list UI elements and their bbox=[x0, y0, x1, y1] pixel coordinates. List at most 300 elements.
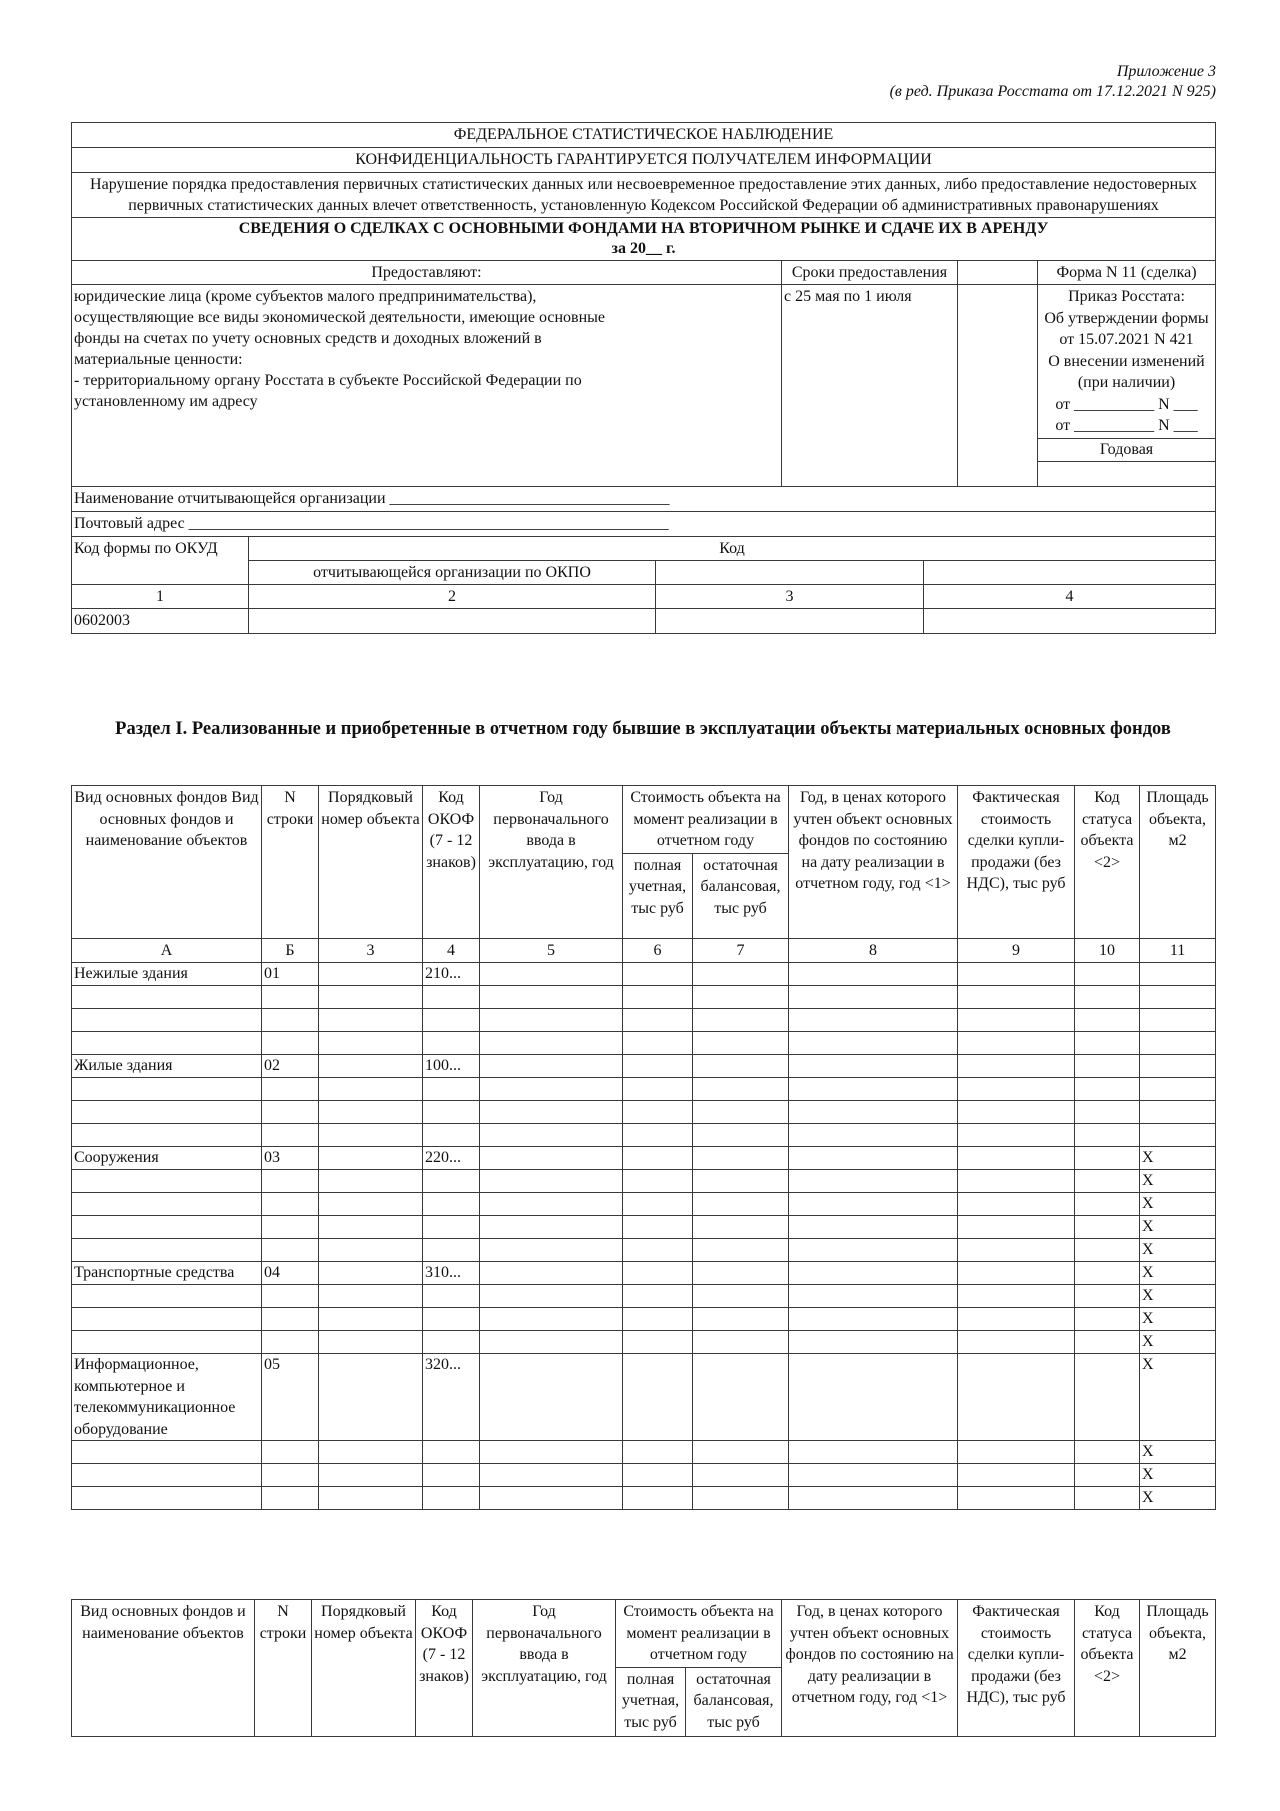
frequency-label: Годовая bbox=[1099, 440, 1154, 458]
row-name bbox=[72, 1216, 262, 1239]
row-input-cell[interactable] bbox=[789, 963, 958, 986]
row-input-cell[interactable] bbox=[789, 1193, 958, 1216]
row-area-cell[interactable] bbox=[1140, 963, 1216, 986]
table-row bbox=[72, 1262, 1216, 1285]
table-row bbox=[72, 1101, 1216, 1124]
row-area-cell[interactable]: X bbox=[1140, 1308, 1216, 1331]
row-okof-code bbox=[423, 1441, 480, 1464]
row-input-cell[interactable] bbox=[693, 1354, 789, 1441]
provide-header: Предоставляют: bbox=[72, 261, 782, 285]
col-number: 8 bbox=[789, 938, 958, 963]
table-row bbox=[72, 1354, 1216, 1441]
col-header-price-year: Год, в ценах которого учтен объект основных фондов по состоянию на дату реализации в отчетном году, год <1> bbox=[782, 1600, 958, 1737]
row-line-number bbox=[262, 1285, 319, 1308]
row-okof-code bbox=[423, 1464, 480, 1487]
row-input-cell[interactable] bbox=[623, 1101, 693, 1124]
section-1-table-continued bbox=[71, 1599, 1216, 1737]
row-line-number bbox=[262, 1193, 319, 1216]
col-header-cost: Стоимость объекта на момент реализации в отчетном году bbox=[623, 786, 789, 854]
row-input-cell[interactable] bbox=[958, 1147, 1075, 1170]
row-input-cell[interactable] bbox=[693, 1464, 789, 1487]
org-name-field[interactable]: Наименование отчитывающейся организации ___________________________________ bbox=[72, 486, 1216, 511]
row-name: Нежилые здания bbox=[72, 963, 262, 986]
row-input-cell[interactable] bbox=[480, 1464, 623, 1487]
col-number: Б bbox=[262, 938, 319, 963]
row-input-cell[interactable] bbox=[789, 1032, 958, 1055]
row-okof-code: 210... bbox=[423, 963, 480, 986]
row-input-cell[interactable] bbox=[623, 1331, 693, 1354]
row-area-cell[interactable]: X bbox=[1140, 1170, 1216, 1193]
row-line-number: 05 bbox=[262, 1354, 319, 1441]
row-line-number bbox=[262, 1078, 319, 1101]
row-line-number bbox=[262, 1464, 319, 1487]
row-okof-code: 100... bbox=[423, 1055, 480, 1078]
row-input-cell[interactable] bbox=[693, 986, 789, 1009]
row-area-cell[interactable]: X bbox=[1140, 1262, 1216, 1285]
provide-line: материальные ценности: bbox=[74, 351, 243, 368]
row-okof-code: 320... bbox=[423, 1354, 480, 1441]
col-header-okof: Код ОКОФ (7 - 12 знаков) bbox=[423, 786, 480, 939]
row-area-cell[interactable]: X bbox=[1140, 1193, 1216, 1216]
row-input-cell[interactable] bbox=[480, 1354, 623, 1441]
row-input-cell[interactable] bbox=[958, 1262, 1075, 1285]
row-input-cell[interactable] bbox=[480, 986, 623, 1009]
row-input-cell[interactable] bbox=[958, 1354, 1075, 1441]
form-title-cell bbox=[72, 218, 1216, 261]
row-input-cell[interactable] bbox=[1075, 986, 1140, 1009]
row-input-cell[interactable] bbox=[1075, 1441, 1140, 1464]
row-input-cell[interactable] bbox=[789, 1170, 958, 1193]
row-input-cell[interactable] bbox=[1075, 1170, 1140, 1193]
row-input-cell[interactable] bbox=[693, 1331, 789, 1354]
row-area-cell[interactable]: X bbox=[1140, 1239, 1216, 1262]
row-input-cell[interactable] bbox=[789, 986, 958, 1009]
row-input-cell[interactable] bbox=[958, 1009, 1075, 1032]
row-input-cell[interactable] bbox=[693, 1285, 789, 1308]
row-area-cell[interactable]: X bbox=[1140, 1331, 1216, 1354]
row-input-cell[interactable] bbox=[693, 1147, 789, 1170]
row-input-cell[interactable] bbox=[789, 1487, 958, 1510]
row-input-cell[interactable] bbox=[958, 963, 1075, 986]
federal-observation-label: ФЕДЕРАЛЬНОЕ СТАТИСТИЧЕСКОЕ НАБЛЮДЕНИЕ bbox=[72, 123, 1216, 148]
row-input-cell[interactable] bbox=[693, 1055, 789, 1078]
row-okof-code bbox=[423, 986, 480, 1009]
row-input-cell[interactable] bbox=[958, 1078, 1075, 1101]
row-okof-code bbox=[423, 1101, 480, 1124]
row-input-cell[interactable] bbox=[480, 1308, 623, 1331]
row-input-cell[interactable] bbox=[958, 1308, 1075, 1331]
row-input-cell[interactable] bbox=[693, 1193, 789, 1216]
row-input-cell[interactable] bbox=[319, 963, 423, 986]
row-line-number bbox=[262, 1032, 319, 1055]
row-input-cell[interactable] bbox=[1075, 1464, 1140, 1487]
row-input-cell[interactable] bbox=[1075, 1124, 1140, 1147]
col-header-status: Код статуса объекта <2> bbox=[1075, 1600, 1140, 1737]
confidentiality-label: КОНФИДЕНЦИАЛЬНОСТЬ ГАРАНТИРУЕТСЯ ПОЛУЧАТЕЛЕМ ИНФОРМАЦИИ bbox=[72, 148, 1216, 173]
order-line: О внесении изменений bbox=[1048, 352, 1205, 370]
row-input-cell[interactable] bbox=[319, 1170, 423, 1193]
row-input-cell[interactable] bbox=[789, 1262, 958, 1285]
row-input-cell[interactable] bbox=[693, 1170, 789, 1193]
row-input-cell[interactable] bbox=[789, 1055, 958, 1078]
row-input-cell[interactable] bbox=[480, 1285, 623, 1308]
row-input-cell[interactable] bbox=[958, 1101, 1075, 1124]
row-input-cell[interactable] bbox=[958, 1239, 1075, 1262]
row-input-cell[interactable] bbox=[623, 1354, 693, 1441]
row-input-cell[interactable] bbox=[789, 1101, 958, 1124]
row-name bbox=[72, 1464, 262, 1487]
row-input-cell[interactable] bbox=[623, 1193, 693, 1216]
row-input-cell[interactable] bbox=[789, 1009, 958, 1032]
row-area-cell[interactable] bbox=[1140, 1101, 1216, 1124]
row-input-cell[interactable] bbox=[958, 1055, 1075, 1078]
row-line-number bbox=[262, 1441, 319, 1464]
table-row bbox=[72, 1147, 1216, 1170]
row-input-cell[interactable] bbox=[958, 1487, 1075, 1510]
row-input-cell[interactable] bbox=[623, 963, 693, 986]
code-field-3[interactable] bbox=[656, 608, 924, 633]
row-input-cell[interactable] bbox=[319, 1487, 423, 1510]
row-input-cell[interactable] bbox=[623, 1032, 693, 1055]
row-area-cell[interactable]: X bbox=[1140, 1487, 1216, 1510]
frequency-cell bbox=[1038, 438, 1216, 486]
table-row bbox=[72, 1216, 1216, 1239]
row-input-cell[interactable] bbox=[958, 1331, 1075, 1354]
row-input-cell[interactable] bbox=[480, 1032, 623, 1055]
row-input-cell[interactable] bbox=[480, 1055, 623, 1078]
row-input-cell[interactable] bbox=[1075, 1216, 1140, 1239]
row-input-cell[interactable] bbox=[319, 1032, 423, 1055]
table-row bbox=[72, 1009, 1216, 1032]
row-name: Транспортные средства bbox=[72, 1262, 262, 1285]
row-input-cell[interactable] bbox=[1075, 1032, 1140, 1055]
row-okof-code bbox=[423, 1124, 480, 1147]
row-input-cell[interactable] bbox=[319, 1193, 423, 1216]
row-area-cell[interactable] bbox=[1140, 1124, 1216, 1147]
row-input-cell[interactable] bbox=[789, 1464, 958, 1487]
row-input-cell[interactable] bbox=[623, 986, 693, 1009]
row-name bbox=[72, 1078, 262, 1101]
row-input-cell[interactable] bbox=[1075, 1101, 1140, 1124]
row-input-cell[interactable] bbox=[319, 1354, 423, 1441]
row-line-number: 04 bbox=[262, 1262, 319, 1285]
table-row bbox=[72, 1285, 1216, 1308]
row-line-number bbox=[262, 1487, 319, 1510]
row-input-cell[interactable] bbox=[480, 1009, 623, 1032]
row-input-cell[interactable] bbox=[480, 1101, 623, 1124]
row-input-cell[interactable] bbox=[623, 1170, 693, 1193]
row-input-cell[interactable] bbox=[623, 1239, 693, 1262]
form-number: Форма N 11 (сделка) bbox=[1038, 261, 1216, 285]
row-input-cell[interactable] bbox=[1075, 1262, 1140, 1285]
row-input-cell[interactable] bbox=[958, 1441, 1075, 1464]
row-input-cell[interactable] bbox=[958, 1032, 1075, 1055]
col-number: 3 bbox=[656, 584, 924, 608]
row-area-cell[interactable] bbox=[1140, 1078, 1216, 1101]
row-input-cell[interactable] bbox=[480, 1193, 623, 1216]
row-input-cell[interactable] bbox=[958, 1193, 1075, 1216]
row-input-cell[interactable] bbox=[1075, 1354, 1140, 1441]
row-input-cell[interactable] bbox=[693, 1487, 789, 1510]
row-input-cell[interactable] bbox=[693, 1078, 789, 1101]
col-header-seq: Порядковый номер объекта bbox=[319, 786, 423, 939]
row-input-cell[interactable] bbox=[1075, 1308, 1140, 1331]
row-okof-code bbox=[423, 1308, 480, 1331]
col-header-full-cost: полная учетная, тыс руб bbox=[616, 1667, 686, 1736]
row-okof-code bbox=[423, 1193, 480, 1216]
row-area-cell[interactable] bbox=[1140, 1055, 1216, 1078]
col-header-type: Вид основных фондов Вид основных фондов и наименование объектов bbox=[72, 786, 262, 939]
row-name bbox=[72, 986, 262, 1009]
row-input-cell[interactable] bbox=[480, 1170, 623, 1193]
table-row bbox=[72, 1331, 1216, 1354]
row-okof-code: 220... bbox=[423, 1147, 480, 1170]
row-input-cell[interactable] bbox=[480, 1487, 623, 1510]
row-input-cell[interactable] bbox=[789, 1331, 958, 1354]
row-line-number: 02 bbox=[262, 1055, 319, 1078]
row-input-cell[interactable] bbox=[693, 1216, 789, 1239]
col-header-line: N строки bbox=[262, 786, 319, 939]
row-input-cell[interactable] bbox=[480, 1331, 623, 1354]
row-area-cell[interactable]: X bbox=[1140, 1285, 1216, 1308]
col-header-okof: Код ОКОФ (7 - 12 знаков) bbox=[416, 1600, 473, 1737]
row-name: Жилые здания bbox=[72, 1055, 262, 1078]
col-header-full-cost: полная учетная, тыс руб bbox=[623, 853, 693, 938]
row-input-cell[interactable] bbox=[623, 1009, 693, 1032]
row-input-cell[interactable] bbox=[319, 1285, 423, 1308]
table-row bbox=[72, 1032, 1216, 1055]
postal-address-field[interactable]: Почтовый адрес ____________________________________________________________ bbox=[72, 511, 1216, 536]
row-okof-code bbox=[423, 1170, 480, 1193]
deadline-header: Сроки предоставления bbox=[782, 261, 958, 285]
col-header-residual-cost: остаточная балансовая, тыс руб bbox=[693, 853, 789, 938]
okpo-value-field[interactable] bbox=[249, 608, 656, 633]
row-input-cell[interactable] bbox=[623, 1262, 693, 1285]
row-input-cell[interactable] bbox=[623, 1464, 693, 1487]
table-row bbox=[72, 1464, 1216, 1487]
row-input-cell[interactable] bbox=[319, 986, 423, 1009]
row-input-cell[interactable] bbox=[623, 1147, 693, 1170]
row-input-cell[interactable] bbox=[319, 1308, 423, 1331]
col-number: 10 bbox=[1075, 938, 1140, 963]
row-input-cell[interactable] bbox=[693, 1441, 789, 1464]
row-input-cell[interactable] bbox=[480, 1124, 623, 1147]
row-input-cell[interactable] bbox=[693, 1124, 789, 1147]
row-input-cell[interactable] bbox=[789, 1354, 958, 1441]
row-input-cell[interactable] bbox=[693, 1308, 789, 1331]
table-row bbox=[72, 1441, 1216, 1464]
row-input-cell[interactable] bbox=[319, 1331, 423, 1354]
row-name bbox=[72, 1032, 262, 1055]
row-name bbox=[72, 1239, 262, 1262]
table-row bbox=[72, 1308, 1216, 1331]
order-line: от __________ N ___ bbox=[1055, 395, 1198, 413]
row-input-cell[interactable] bbox=[480, 1262, 623, 1285]
provide-line: фонды на счетах по учету основных средств и доходных вложений в bbox=[74, 330, 542, 347]
row-input-cell[interactable] bbox=[693, 963, 789, 986]
liability-warning: Нарушение порядка предоставления первичных статистических данных или несвоевременное предоставление этих данных, либо предоставление недостоверных первичных статистических данных влечет ответственность, установленную Кодексом Российской Федерации об административных правонарушениях bbox=[72, 173, 1216, 218]
row-input-cell[interactable] bbox=[623, 1441, 693, 1464]
table-row bbox=[72, 1055, 1216, 1078]
row-input-cell[interactable] bbox=[789, 1308, 958, 1331]
okud-label: Код формы по ОКУД bbox=[72, 536, 249, 584]
col-header-year-start: Год первоначального ввода в эксплуатацию, год bbox=[473, 1600, 616, 1737]
row-input-cell[interactable] bbox=[623, 1308, 693, 1331]
row-input-cell[interactable] bbox=[319, 1216, 423, 1239]
row-input-cell[interactable] bbox=[623, 1285, 693, 1308]
row-input-cell[interactable] bbox=[789, 1285, 958, 1308]
row-input-cell[interactable] bbox=[1075, 1147, 1140, 1170]
code-blank-cell bbox=[656, 560, 924, 584]
row-okof-code bbox=[423, 1216, 480, 1239]
row-input-cell[interactable] bbox=[789, 1078, 958, 1101]
row-name bbox=[72, 1101, 262, 1124]
code-blank-cell bbox=[924, 560, 1216, 584]
row-input-cell[interactable] bbox=[623, 1124, 693, 1147]
col-number: 11 bbox=[1140, 938, 1216, 963]
row-name bbox=[72, 1487, 262, 1510]
row-input-cell[interactable] bbox=[693, 1239, 789, 1262]
row-input-cell[interactable] bbox=[1075, 1193, 1140, 1216]
row-line-number bbox=[262, 1009, 319, 1032]
frequency-blank bbox=[1038, 461, 1215, 486]
row-input-cell[interactable] bbox=[480, 1441, 623, 1464]
col-header-line: N строки bbox=[255, 1600, 312, 1737]
row-input-cell[interactable] bbox=[693, 1101, 789, 1124]
table-row bbox=[72, 1487, 1216, 1510]
row-input-cell[interactable] bbox=[958, 1170, 1075, 1193]
table-row bbox=[72, 1170, 1216, 1193]
row-area-cell[interactable] bbox=[1140, 986, 1216, 1009]
row-input-cell[interactable] bbox=[958, 1124, 1075, 1147]
row-input-cell[interactable] bbox=[623, 1487, 693, 1510]
table-row bbox=[72, 1078, 1216, 1101]
col-number: 3 bbox=[319, 938, 423, 963]
row-input-cell[interactable] bbox=[1075, 1331, 1140, 1354]
row-input-cell[interactable] bbox=[480, 1239, 623, 1262]
row-input-cell[interactable] bbox=[480, 1078, 623, 1101]
row-input-cell[interactable] bbox=[480, 1216, 623, 1239]
row-name bbox=[72, 1124, 262, 1147]
col-number: А bbox=[72, 938, 262, 963]
row-area-cell[interactable] bbox=[1140, 1009, 1216, 1032]
col-number: 7 bbox=[693, 938, 789, 963]
row-okof-code bbox=[423, 1032, 480, 1055]
row-name bbox=[72, 1170, 262, 1193]
row-input-cell[interactable] bbox=[789, 1239, 958, 1262]
row-input-cell[interactable] bbox=[319, 1101, 423, 1124]
row-input-cell[interactable] bbox=[789, 1441, 958, 1464]
row-name bbox=[72, 1285, 262, 1308]
provide-line: - территориальному органу Росстата в субъекте Российской Федерации по bbox=[74, 372, 582, 389]
amendment-reference: (в ред. Приказа Росстата от 17.12.2021 N 925) bbox=[889, 83, 1216, 100]
row-input-cell[interactable] bbox=[623, 1055, 693, 1078]
row-area-cell[interactable]: X bbox=[1140, 1147, 1216, 1170]
col-header-deal-cost: Фактическая стоимость сделки купли-продажи (без НДС), тыс руб bbox=[958, 786, 1075, 939]
row-input-cell[interactable] bbox=[1075, 963, 1140, 986]
row-name bbox=[72, 1308, 262, 1331]
row-okof-code bbox=[423, 1078, 480, 1101]
row-input-cell[interactable] bbox=[319, 1262, 423, 1285]
row-input-cell[interactable] bbox=[789, 1147, 958, 1170]
row-okof-code bbox=[423, 1331, 480, 1354]
row-name bbox=[72, 1331, 262, 1354]
row-input-cell[interactable] bbox=[319, 1009, 423, 1032]
row-name: Информационное, компьютерное и телекоммуникационное оборудование bbox=[72, 1354, 262, 1441]
row-input-cell[interactable] bbox=[623, 1078, 693, 1101]
row-input-cell[interactable] bbox=[1075, 1078, 1140, 1101]
row-input-cell[interactable] bbox=[958, 1285, 1075, 1308]
row-input-cell[interactable] bbox=[319, 1055, 423, 1078]
row-input-cell[interactable] bbox=[480, 1147, 623, 1170]
row-input-cell[interactable] bbox=[319, 1078, 423, 1101]
row-input-cell[interactable] bbox=[958, 986, 1075, 1009]
form-period: за 20__ г. bbox=[611, 240, 676, 257]
okpo-label: отчитывающейся организации по ОКПО bbox=[249, 560, 656, 584]
col-number: 4 bbox=[423, 938, 480, 963]
row-area-cell[interactable]: X bbox=[1140, 1464, 1216, 1487]
provide-line: установленному им адресу bbox=[74, 393, 258, 410]
row-okof-code: 310... bbox=[423, 1262, 480, 1285]
code-field-4[interactable] bbox=[924, 608, 1216, 633]
row-input-cell[interactable] bbox=[789, 1216, 958, 1239]
row-input-cell[interactable] bbox=[1075, 1239, 1140, 1262]
section-title: Раздел I. Реализованные и приобретенные в отчетном году бывшие в эксплуатации объекты материальных основных фондов bbox=[115, 719, 1171, 739]
row-input-cell[interactable] bbox=[623, 1216, 693, 1239]
row-line-number bbox=[262, 1124, 319, 1147]
spacer-cell bbox=[958, 285, 1038, 487]
row-area-cell[interactable] bbox=[1140, 1032, 1216, 1055]
row-area-cell[interactable]: X bbox=[1140, 1354, 1216, 1441]
row-input-cell[interactable] bbox=[789, 1124, 958, 1147]
row-input-cell[interactable] bbox=[958, 1464, 1075, 1487]
row-input-cell[interactable] bbox=[1075, 1055, 1140, 1078]
col-header-residual-cost: остаточная балансовая, тыс руб bbox=[686, 1667, 782, 1736]
row-line-number: 03 bbox=[262, 1147, 319, 1170]
row-input-cell[interactable] bbox=[480, 963, 623, 986]
row-input-cell[interactable] bbox=[693, 1009, 789, 1032]
row-line-number bbox=[262, 1170, 319, 1193]
spacer-cell bbox=[958, 261, 1038, 285]
row-input-cell[interactable] bbox=[319, 1441, 423, 1464]
row-input-cell[interactable] bbox=[958, 1216, 1075, 1239]
row-area-cell[interactable]: X bbox=[1140, 1441, 1216, 1464]
col-number: 5 bbox=[480, 938, 623, 963]
form-header-table bbox=[71, 122, 1216, 634]
row-input-cell[interactable] bbox=[319, 1464, 423, 1487]
row-input-cell[interactable] bbox=[1075, 1487, 1140, 1510]
row-line-number bbox=[262, 1101, 319, 1124]
order-line: от __________ N ___ bbox=[1055, 417, 1198, 434]
row-input-cell[interactable] bbox=[319, 1147, 423, 1170]
row-input-cell[interactable] bbox=[1075, 1009, 1140, 1032]
row-input-cell[interactable] bbox=[693, 1262, 789, 1285]
row-okof-code bbox=[423, 1239, 480, 1262]
row-area-cell[interactable]: X bbox=[1140, 1216, 1216, 1239]
table-row bbox=[72, 986, 1216, 1009]
table-row bbox=[72, 963, 1216, 986]
row-input-cell[interactable] bbox=[693, 1032, 789, 1055]
order-line: от 15.07.2021 N 421 bbox=[1059, 331, 1194, 348]
row-okof-code bbox=[423, 1487, 480, 1510]
provide-line: осуществляющие все виды экономической деятельности, имеющие основные bbox=[74, 309, 605, 326]
col-number: 6 bbox=[623, 938, 693, 963]
row-input-cell[interactable] bbox=[319, 1124, 423, 1147]
okud-value: 0602003 bbox=[72, 608, 249, 633]
row-input-cell[interactable] bbox=[1075, 1285, 1140, 1308]
row-input-cell[interactable] bbox=[319, 1239, 423, 1262]
row-line-number bbox=[262, 1216, 319, 1239]
